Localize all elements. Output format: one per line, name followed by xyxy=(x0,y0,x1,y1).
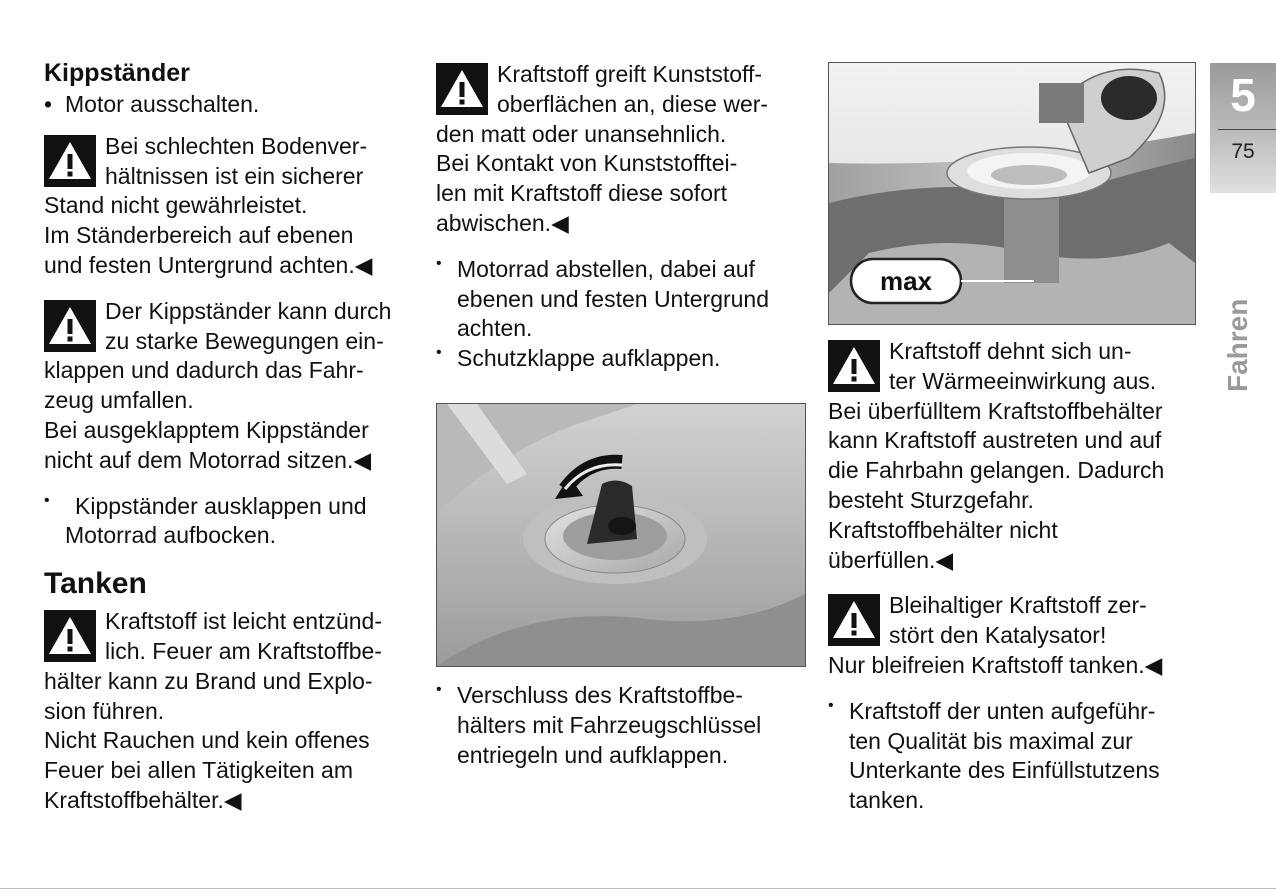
warning-triangle-icon xyxy=(44,135,96,187)
chapter-tab xyxy=(1210,63,1276,193)
warning-text: Nur bleifreien Kraftstoff tanken.◀ xyxy=(828,651,1163,678)
chapter-title: Fahren xyxy=(1222,298,1253,392)
warning-text: und festen Untergrund achten.◀ xyxy=(44,251,373,278)
warning-bleihaltig xyxy=(828,591,1200,680)
bullet-text: • Kraftstoff der unten aufgeführ- xyxy=(849,697,1156,724)
warning-text: Kraftstoffbehälter.◀ xyxy=(44,786,242,813)
bullet-kraftstoff-tanken xyxy=(828,697,1200,816)
bullet-text: ten Qualität bis maximal zur xyxy=(849,727,1133,754)
warning-text: kann Kraftstoff austreten und auf xyxy=(828,427,1162,454)
warning-text: hälter kann zu Brand und Explo- xyxy=(44,667,373,694)
warning-entzuendlich xyxy=(44,607,414,816)
heading-tanken: Tanken xyxy=(44,567,147,601)
warning-triangle-icon xyxy=(436,63,488,115)
warning-text: Bei Kontakt von Kunststofftei- xyxy=(436,150,738,177)
tab-divider xyxy=(1218,129,1276,130)
bullet-motorrad-abstellen xyxy=(436,255,806,344)
page-bottom-rule xyxy=(0,888,1276,889)
bullet-motor-ausschalten: • Motor ausschalten. xyxy=(44,90,414,120)
bullet-kippstaender-ausklappen xyxy=(44,492,414,552)
bullet-text: • Schutzklappe aufklappen. xyxy=(457,345,721,372)
warning-text: Bei überfülltem Kraftstoffbehälter xyxy=(828,397,1163,424)
bullet-list xyxy=(436,681,806,770)
tank-cap-illustration xyxy=(436,403,806,667)
warning-text: Der Kippständer kann durch xyxy=(105,297,392,324)
bullet-list xyxy=(436,255,806,374)
warning-text: lich. Feuer am Kraftstoffbe- xyxy=(105,637,382,664)
filler-neck-illustration xyxy=(828,62,1196,325)
warning-text: zeug umfallen. xyxy=(44,387,194,414)
warning-text: Stand nicht gewährleistet. xyxy=(44,192,308,219)
warning-kunststoff xyxy=(436,60,806,239)
warning-text: abwischen.◀ xyxy=(436,209,569,236)
warning-triangle-icon xyxy=(44,610,96,662)
bullet-schutzklappe xyxy=(436,344,806,374)
warning-text: Kraftstoffbehälter nicht xyxy=(828,516,1058,543)
bullet-text: • Verschluss des Kraftstoffbe- xyxy=(457,681,743,708)
tank-cap-photo xyxy=(437,404,805,666)
warning-text: Kraftstoff greift Kunststoff- xyxy=(497,61,763,87)
warning-text: den matt oder unansehnlich. xyxy=(436,120,727,147)
bullet-text: Unterkante des Einfüllstutzens xyxy=(849,757,1160,784)
bullet-text: • Kippständer ausklappen und xyxy=(75,492,367,519)
warning-text: Kraftstoff ist leicht entzünd- xyxy=(105,608,382,635)
warning-text: überfüllen.◀ xyxy=(828,546,954,573)
bullet-text: • Motorrad abstellen, dabei auf xyxy=(457,255,755,282)
page-number: 75 xyxy=(1231,140,1255,163)
warning-triangle-icon xyxy=(828,340,880,392)
bullet-text: ebenen und festen Untergrund xyxy=(457,285,770,312)
bullet-text: hälters mit Fahrzeugschlüssel xyxy=(457,711,762,738)
warning-text: stört den Katalysator! xyxy=(889,622,1107,649)
warning-text: Kraftstoff dehnt sich un- xyxy=(889,338,1132,364)
bullet-text: achten. xyxy=(457,315,533,342)
warning-text: besteht Sturzgefahr. xyxy=(828,486,1034,513)
column-left xyxy=(44,56,414,820)
warning-text: die Fahrbahn gelangen. Dadurch xyxy=(828,457,1165,484)
warning-text: nicht auf dem Motorrad sitzen.◀ xyxy=(44,446,372,473)
max-label: max xyxy=(879,266,933,296)
warning-text: zu starke Bewegungen ein- xyxy=(105,327,384,354)
warning-text: hältnissen ist ein sicherer xyxy=(105,162,364,189)
column-middle xyxy=(436,60,806,770)
heading-kippstaender: Kippständer xyxy=(44,59,190,87)
bullet-list xyxy=(828,697,1200,816)
warning-text: oberflächen an, diese wer- xyxy=(497,90,769,117)
bullet-text: tanken. xyxy=(849,787,925,814)
warning-text: sion führen. xyxy=(44,697,165,724)
warning-text: Bei schlechten Bodenver- xyxy=(105,132,368,159)
filler-neck-photo xyxy=(829,63,1195,324)
warning-text: Im Ständerbereich auf ebenen xyxy=(44,222,354,249)
bullet-list xyxy=(44,90,414,120)
warning-triangle-icon xyxy=(44,300,96,352)
warning-text: ter Wärmeeinwirkung aus. xyxy=(889,367,1157,394)
warning-waermeausdehnung xyxy=(828,337,1200,575)
warning-text: Bei ausgeklapptem Kippständer xyxy=(44,416,369,443)
column-right xyxy=(828,62,1200,816)
warning-text: klappen und dadurch das Fahr- xyxy=(44,357,364,384)
chapter-number: 5 xyxy=(1230,69,1256,121)
bullet-text: entriegeln und aufklappen. xyxy=(457,741,729,768)
warning-text: Bleihaltiger Kraftstoff zer- xyxy=(889,592,1147,619)
bullet-list xyxy=(44,492,414,552)
warning-boden xyxy=(44,132,414,281)
warning-text: len mit Kraftstoff diese sofort xyxy=(436,180,728,207)
bullet-text: Motorrad aufbocken. xyxy=(65,522,276,549)
warning-kippstaender xyxy=(44,297,414,476)
warning-text: Feuer bei allen Tätigkeiten am xyxy=(44,757,353,784)
warning-text: Nicht Rauchen und kein offenes xyxy=(44,727,370,754)
bullet-verschluss xyxy=(436,681,806,770)
warning-triangle-icon xyxy=(828,594,880,646)
